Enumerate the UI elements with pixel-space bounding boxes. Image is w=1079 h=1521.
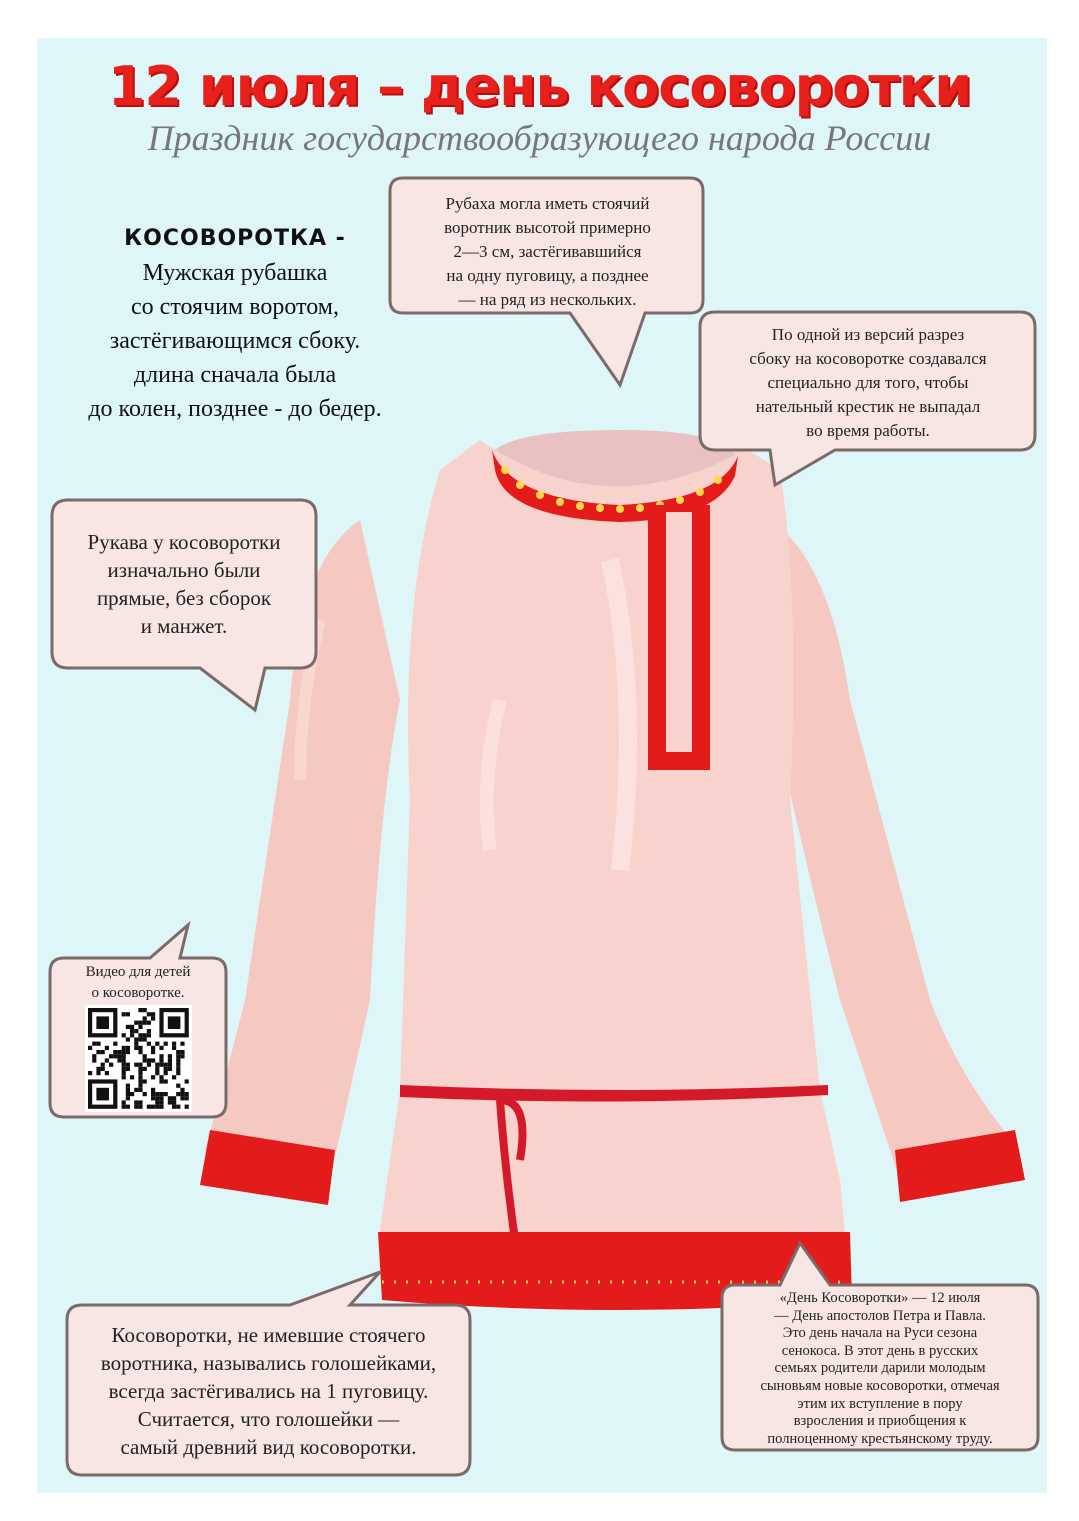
definition-line: со стоячим воротом, (131, 294, 339, 320)
video-bubble-text (52, 962, 224, 1004)
bubble-line: о косоворотке. (91, 985, 185, 1001)
bubble-line: Видео для детей (85, 964, 191, 980)
bubble-line: По одной из версий разрез (771, 325, 965, 344)
bubble-line: взросления и приобщения к (793, 1413, 967, 1430)
page-title: 12 июля – день косоворотки (107, 55, 972, 118)
golosheyki-bubble-text (70, 1321, 467, 1461)
definition-term: КОСОВОРОТКА - (124, 226, 346, 251)
kosovorotka-definition (50, 222, 420, 426)
definition-line: Мужская рубашка (142, 260, 328, 286)
bubble-line: Считается, что голошейки — (137, 1407, 400, 1431)
bubble-line: прямые, без сборок (96, 586, 272, 610)
collar-bubble-text (395, 192, 700, 312)
holiday-bubble-text (724, 1290, 1036, 1448)
bubble-line: специально для того, чтобы (767, 373, 969, 392)
bubble-line: Рукава у косоворотки (87, 530, 281, 554)
bubble-line: полноценному крестьянскому труду. (767, 1430, 993, 1447)
bubble-line: во время работы. (806, 421, 930, 440)
bubble-line: Косоворотки, не имевшие стоячего (111, 1323, 426, 1347)
bubble-line: этим их вступление в пору (797, 1395, 963, 1412)
definition-line: до колен, позднее - до бедер. (88, 396, 382, 422)
bubble-line: изначально были (107, 558, 261, 582)
page-subtitle: Праздник государствообразующего народа России (147, 118, 932, 158)
bubble-line: «День Косоворотки» — 12 июля (779, 1290, 981, 1306)
bubble-line: на одну пуговицу, а позднее (446, 266, 649, 285)
qr-code-icon[interactable] (85, 1005, 192, 1112)
bubble-line: Это день начала на Руси сезона (782, 1325, 978, 1342)
bubble-line: — на ряд из нескольких. (458, 290, 637, 309)
kosovorotka-shirt-illustration (200, 430, 1025, 1310)
bubble-line: самый древний вид косоворотки. (120, 1435, 417, 1459)
bubble-line: воротник высотой примерно (444, 218, 651, 237)
bubble-line: и манжет. (140, 614, 228, 638)
bubble-line: сыновьям новые косоворотки, отмечая (760, 1377, 1000, 1394)
bubble-line: семьях родители дарили молодым (774, 1360, 986, 1377)
bubble-line: сенокоса. В этот день в русских (781, 1342, 979, 1359)
definition-line: длина сначала была (133, 362, 337, 388)
bubble-line: 2—3 см, застёгивавшийся (453, 242, 642, 261)
slit-bubble-text (703, 323, 1033, 443)
bubble-line: Рубаха могла иметь стоячий (445, 194, 650, 213)
bubble-line: — День апостолов Петра и Павла. (774, 1307, 986, 1324)
sleeves-bubble-text (55, 528, 313, 640)
definition-line: застёгивающимся сбоку. (109, 328, 361, 354)
bubble-line: сбоку на косоворотке создавался (749, 349, 987, 368)
bubble-line: нательный крестик не выпадал (755, 397, 981, 416)
bubble-line: всегда застёгивались на 1 пуговицу. (108, 1379, 429, 1403)
bubble-line: воротника, назывались голошейками, (100, 1351, 437, 1375)
